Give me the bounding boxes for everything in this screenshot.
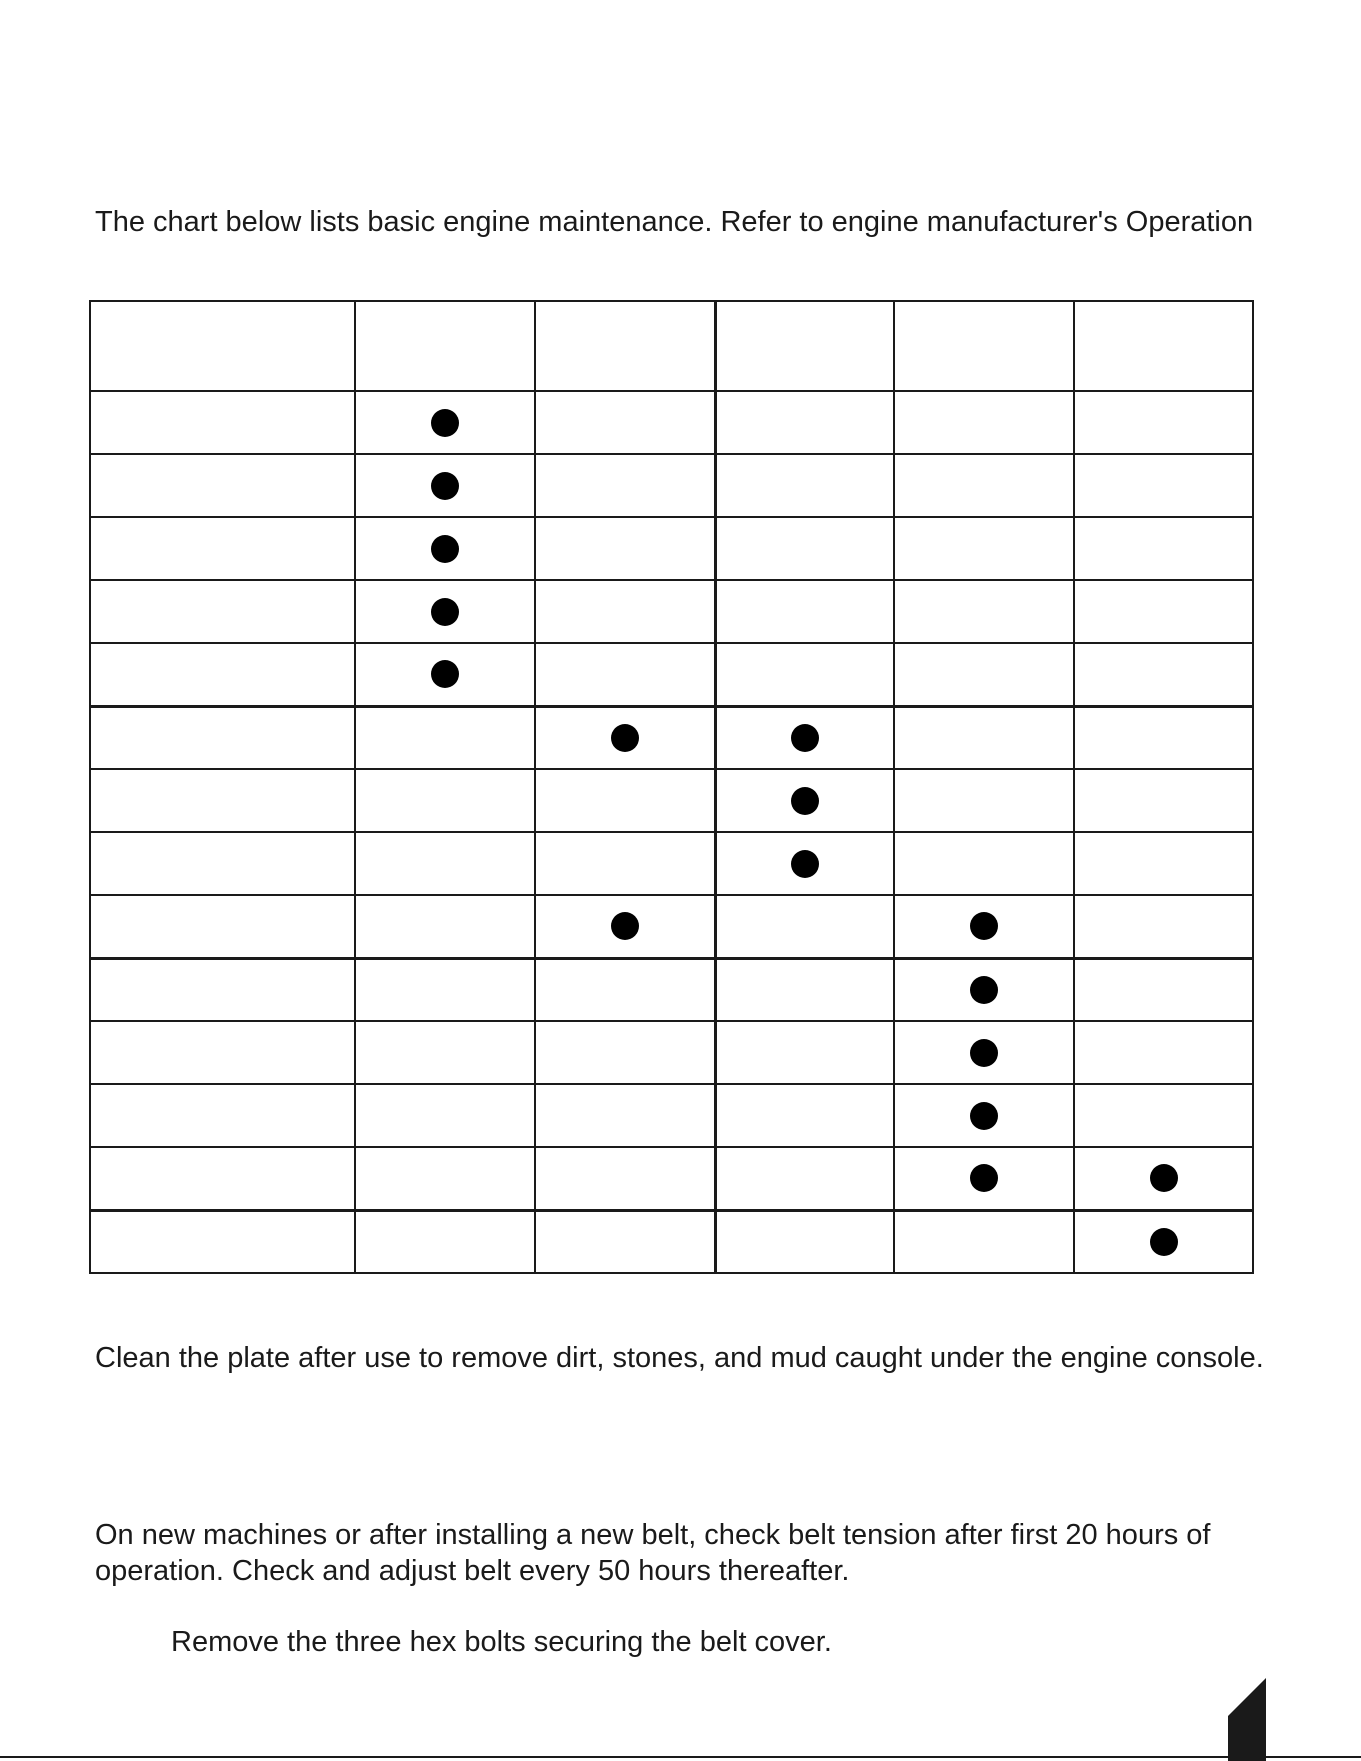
table-row [90, 958, 1253, 1021]
bottom-rule [0, 1756, 1361, 1758]
check-dot-icon [1150, 1228, 1178, 1256]
check-dot-icon [791, 724, 819, 752]
header-task-cell [90, 301, 355, 391]
interval-cell [535, 895, 715, 958]
table-row [90, 643, 1253, 706]
maintenance-table [89, 300, 1254, 1274]
interval-cell [355, 391, 535, 454]
task-cell [90, 391, 355, 454]
interval-cell [535, 832, 715, 895]
clean-plate-paragraph: Clean the plate after use to remove dirt, stones, and mud caught under the engine console. [95, 1342, 1264, 1374]
interval-cell [535, 769, 715, 832]
table-row [90, 1084, 1253, 1147]
interval-cell [715, 1084, 894, 1147]
interval-cell [535, 1084, 715, 1147]
interval-cell [1074, 391, 1253, 454]
interval-cell [715, 1147, 894, 1210]
interval-cell [715, 958, 894, 1021]
table-row [90, 1021, 1253, 1084]
page-corner-tab [1228, 1678, 1266, 1761]
table-row [90, 391, 1253, 454]
interval-cell [535, 517, 715, 580]
interval-cell [355, 454, 535, 517]
table-row [90, 454, 1253, 517]
check-dot-icon [611, 724, 639, 752]
interval-cell [1074, 895, 1253, 958]
task-cell [90, 958, 355, 1021]
interval-cell [535, 958, 715, 1021]
interval-cell [355, 769, 535, 832]
interval-cell [535, 1147, 715, 1210]
interval-cell [715, 1210, 894, 1273]
table-row [90, 1210, 1253, 1273]
check-dot-icon [1150, 1164, 1178, 1192]
interval-cell [1074, 1084, 1253, 1147]
check-dot-icon [431, 409, 459, 437]
check-dot-icon [611, 912, 639, 940]
interval-cell [1074, 643, 1253, 706]
interval-cell [715, 517, 894, 580]
table-body [90, 391, 1253, 1273]
check-dot-icon [970, 1102, 998, 1130]
check-dot-icon [970, 976, 998, 1004]
interval-cell [535, 1210, 715, 1273]
interval-cell [535, 454, 715, 517]
check-dot-icon [791, 850, 819, 878]
interval-cell [715, 769, 894, 832]
interval-cell [1074, 832, 1253, 895]
interval-cell [355, 517, 535, 580]
table-row [90, 580, 1253, 643]
task-cell [90, 454, 355, 517]
interval-cell [355, 958, 535, 1021]
interval-cell [894, 958, 1074, 1021]
task-cell [90, 1147, 355, 1210]
interval-cell [1074, 769, 1253, 832]
check-dot-icon [791, 787, 819, 815]
check-dot-icon [431, 535, 459, 563]
task-cell [90, 580, 355, 643]
task-cell [90, 517, 355, 580]
task-cell [90, 895, 355, 958]
table-row [90, 706, 1253, 769]
interval-cell [355, 1084, 535, 1147]
interval-cell [1074, 1147, 1253, 1210]
step-instruction: Remove the three hex bolts securing the belt cover. [171, 1626, 832, 1658]
table-row [90, 832, 1253, 895]
interval-cell [1074, 1210, 1253, 1273]
interval-cell [894, 391, 1074, 454]
interval-cell [894, 1210, 1074, 1273]
task-cell [90, 643, 355, 706]
interval-cell [535, 643, 715, 706]
interval-cell [894, 832, 1074, 895]
interval-cell [715, 643, 894, 706]
intro-paragraph: The chart below lists basic engine maintenance. Refer to engine manufacturer's Operation [95, 206, 1254, 238]
interval-cell [715, 832, 894, 895]
belt-tension-paragraph: On new machines or after installing a new belt, check belt tension after first 20 hours of operation. Check and adjust belt every 50 hours thereafter. [95, 1519, 1211, 1587]
interval-cell [894, 454, 1074, 517]
interval-cell [894, 1084, 1074, 1147]
interval-cell [355, 1210, 535, 1273]
header-interval-cell [715, 301, 894, 391]
interval-cell [535, 1021, 715, 1084]
check-dot-icon [970, 1039, 998, 1067]
interval-cell [715, 391, 894, 454]
header-interval-cell [894, 301, 1074, 391]
task-cell [90, 1021, 355, 1084]
table-row [90, 1147, 1253, 1210]
check-dot-icon [431, 598, 459, 626]
interval-cell [1074, 1021, 1253, 1084]
header-interval-cell [1074, 301, 1253, 391]
interval-cell [355, 706, 535, 769]
interval-cell [715, 706, 894, 769]
check-dot-icon [431, 472, 459, 500]
table-row [90, 517, 1253, 580]
interval-cell [715, 1021, 894, 1084]
interval-cell [535, 391, 715, 454]
interval-cell [1074, 958, 1253, 1021]
interval-cell [355, 1147, 535, 1210]
interval-cell [894, 1021, 1074, 1084]
table-header-row [90, 301, 1253, 391]
interval-cell [894, 769, 1074, 832]
check-dot-icon [970, 912, 998, 940]
interval-cell [894, 580, 1074, 643]
interval-cell [355, 580, 535, 643]
interval-cell [355, 895, 535, 958]
interval-cell [535, 580, 715, 643]
maintenance-schedule [89, 300, 1252, 1272]
interval-cell [894, 706, 1074, 769]
interval-cell [1074, 517, 1253, 580]
interval-cell [715, 454, 894, 517]
table-row [90, 769, 1253, 832]
table-row [90, 895, 1253, 958]
task-cell [90, 706, 355, 769]
interval-cell [355, 832, 535, 895]
interval-cell [894, 895, 1074, 958]
interval-cell [535, 706, 715, 769]
interval-cell [894, 517, 1074, 580]
interval-cell [715, 580, 894, 643]
task-cell [90, 832, 355, 895]
interval-cell [894, 643, 1074, 706]
interval-cell [715, 895, 894, 958]
header-interval-cell [355, 301, 535, 391]
interval-cell [1074, 580, 1253, 643]
check-dot-icon [431, 660, 459, 688]
check-dot-icon [970, 1164, 998, 1192]
interval-cell [1074, 706, 1253, 769]
task-cell [90, 1210, 355, 1273]
task-cell [90, 1084, 355, 1147]
interval-cell [355, 1021, 535, 1084]
task-cell [90, 769, 355, 832]
interval-cell [894, 1147, 1074, 1210]
header-interval-cell [535, 301, 715, 391]
interval-cell [1074, 454, 1253, 517]
interval-cell [355, 643, 535, 706]
